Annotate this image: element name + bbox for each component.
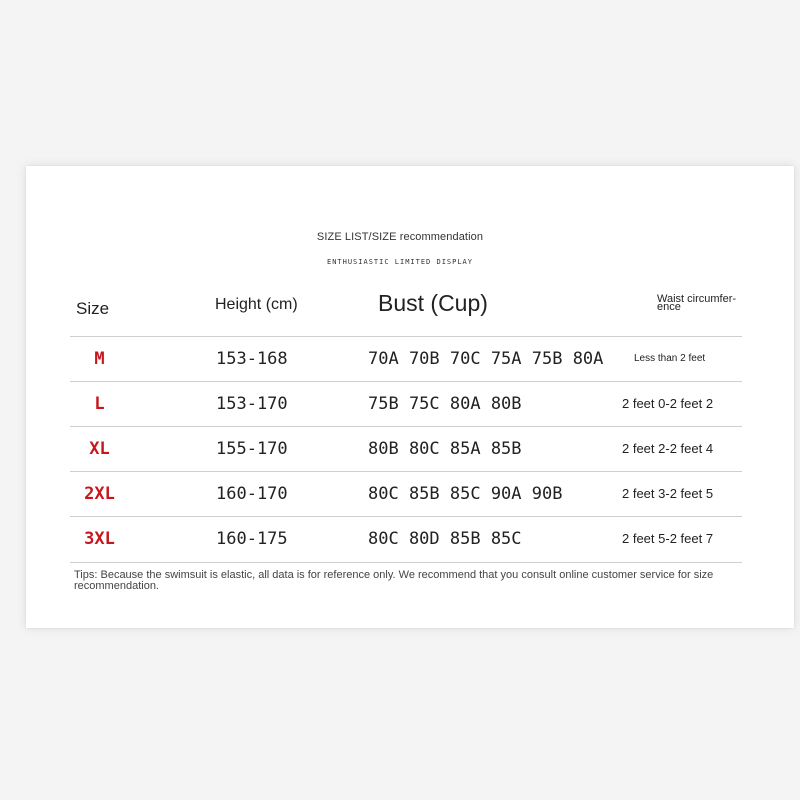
header-height: Height (cm) — [215, 296, 298, 313]
size-chart-card — [26, 166, 794, 628]
header-size: Size — [76, 299, 110, 318]
bust-value: 80B 80C 85A 85B — [368, 439, 522, 459]
waist-value: 2 feet 2-2 feet 4 — [622, 441, 714, 456]
size-label: 2XL — [84, 484, 115, 504]
waist-value: 2 feet 0-2 feet 2 — [622, 396, 714, 411]
bust-value: 75B 75C 80A 80B — [368, 394, 522, 414]
height-value: 160-170 — [216, 484, 288, 504]
header-bust: Bust (Cup) — [378, 290, 488, 316]
bust-value: 80C 80D 85B 85C — [368, 529, 522, 549]
waist-value: Less than 2 feet — [634, 353, 706, 364]
height-value: 155-170 — [216, 439, 288, 459]
height-value: 153-170 — [216, 394, 288, 414]
table-row — [26, 517, 794, 561]
size-label: L — [94, 394, 105, 414]
bust-value: 70A 70B 70C 75A 75B 80A — [368, 349, 604, 369]
size-label: 3XL — [84, 529, 115, 549]
table-row — [26, 382, 794, 426]
table-row — [26, 427, 794, 471]
height-value: 160-175 — [216, 529, 288, 549]
bust-value: 80C 85B 85C 90A 90B — [368, 484, 563, 504]
height-value: 153-168 — [216, 349, 288, 369]
chart-title: SIZE LIST/SIZE recommendation — [316, 231, 484, 243]
size-label: M — [94, 349, 105, 369]
table-row — [26, 337, 794, 381]
chart-subtitle: ENTHUSIASTIC LIMITED DISPLAY — [326, 258, 473, 266]
size-label: XL — [89, 439, 110, 459]
waist-value: 2 feet 3-2 feet 5 — [622, 486, 714, 501]
table-row — [26, 472, 794, 516]
waist-value: 2 feet 5-2 feet 7 — [622, 531, 714, 546]
row-divider — [70, 562, 742, 563]
header-waist: Waist circumfer-ence — [657, 293, 737, 313]
tips-note: Tips: Because the swimsuit is elastic, all data is for reference only. We recommend that you consult online customer service for size recommendation. — [74, 569, 714, 592]
